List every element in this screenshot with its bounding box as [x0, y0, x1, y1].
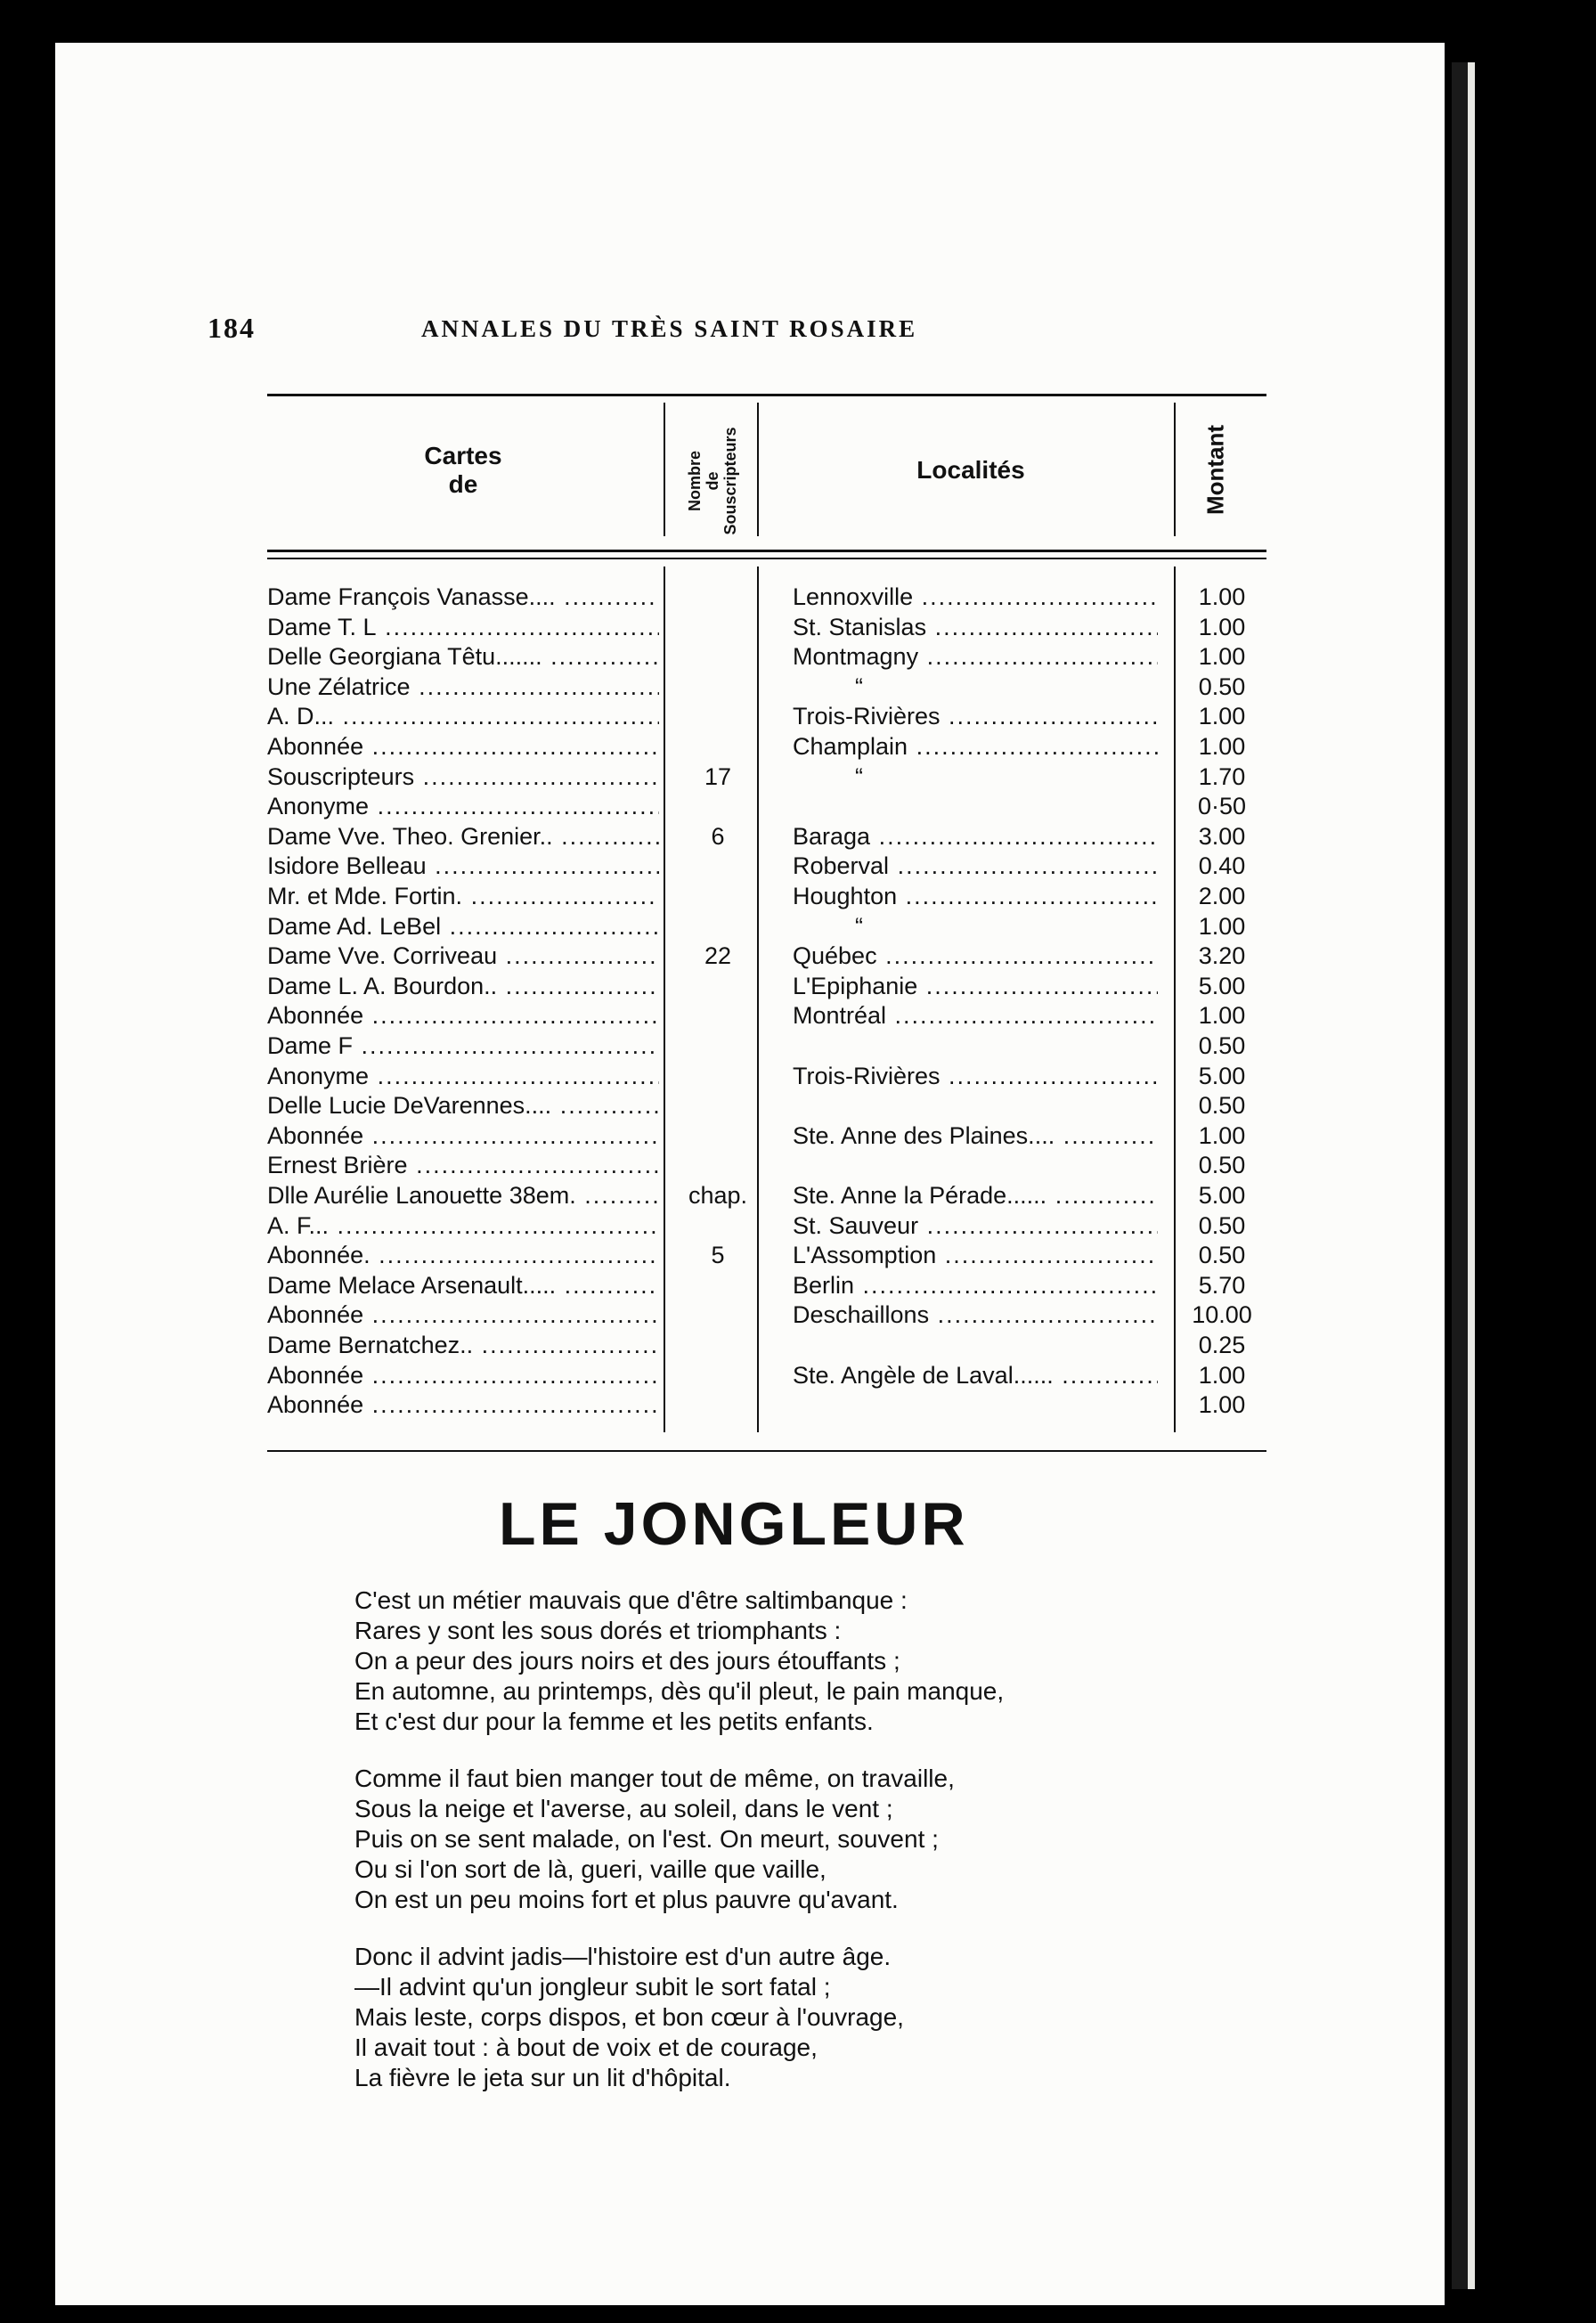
- amount: 10.00: [1192, 1301, 1252, 1329]
- poem-line: Puis on se sent malade, on l'est. On meurt, souvent ;: [354, 1825, 939, 1853]
- amount: 3.00: [1198, 822, 1246, 850]
- amount: 5.70: [1198, 1271, 1246, 1299]
- contributor-name: Dame Bernatchez.. .....: [267, 1332, 659, 1359]
- table-row: [267, 1032, 1274, 1062]
- locality: Berlin .....: [793, 1272, 1158, 1300]
- table-row: [267, 1391, 1274, 1421]
- poem-line: Mais leste, corps dispos, et bon cœur à l'ouvrage,: [354, 2003, 904, 2031]
- locality: “: [855, 672, 863, 700]
- poem-line: C'est un métier mauvais que d'être saltimbanque :: [354, 1586, 908, 1614]
- contributor-name: Abonnée .....: [267, 1122, 659, 1150]
- table-row: [267, 883, 1274, 912]
- contributor-name: Abonnée .....: [267, 1391, 659, 1419]
- amount: 0.50: [1198, 1152, 1246, 1179]
- amount: 1.00: [1198, 1391, 1246, 1419]
- table-row: [267, 1272, 1274, 1301]
- table-row: [267, 1242, 1274, 1271]
- table-row: [267, 1301, 1274, 1331]
- subscriber-count: 6: [711, 822, 725, 850]
- poem-stanza: [354, 1585, 1004, 1737]
- locality: Montmagny .....: [793, 643, 1158, 671]
- table-row: [267, 1092, 1274, 1121]
- contributor-name: Mr. et Mde. Fortin. .....: [267, 883, 659, 910]
- contributor-name: Abonnée. .....: [267, 1242, 659, 1269]
- table-row: [267, 614, 1274, 643]
- amount: 1.00: [1198, 1121, 1246, 1149]
- locality: St. Sauveur .....: [793, 1212, 1158, 1240]
- contributor-name: Une Zélatrice .....: [267, 673, 659, 701]
- header-nombre: Nombre de Souscripteurs: [686, 427, 739, 535]
- header-bottom-rule: [267, 550, 1266, 552]
- header-montant: Montant: [1201, 424, 1229, 516]
- amount: 5.00: [1198, 972, 1246, 999]
- table-row: [267, 703, 1274, 732]
- facing-page-edge: [1468, 62, 1475, 2289]
- table-row: [267, 793, 1274, 822]
- poem-body: [354, 1585, 1004, 2120]
- table-row: [267, 1152, 1274, 1181]
- contributor-name: Abonnée .....: [267, 1301, 659, 1329]
- contributor-name: Isidore Belleau .....: [267, 852, 659, 880]
- table-row: [267, 942, 1274, 972]
- amount: 3.20: [1198, 942, 1246, 970]
- amount: 1.70: [1198, 762, 1246, 790]
- subscriber-count: 5: [711, 1242, 725, 1269]
- contributor-name: Souscripteurs .....: [267, 763, 659, 791]
- amount: 1.00: [1198, 643, 1246, 671]
- table-bottom-rule: [267, 1450, 1266, 1452]
- poem-line: La fièvre le jeta sur un lit d'hôpital.: [354, 2064, 731, 2091]
- contributor-name: Dame T. L .....: [267, 614, 659, 641]
- contributor-name: Dame Vve. Corriveau .....: [267, 942, 659, 970]
- locality: St. Stanislas .....: [793, 614, 1158, 641]
- amount: 1.00: [1198, 1361, 1246, 1389]
- table-row: [267, 1122, 1274, 1152]
- header-cartes: Cartes de: [424, 442, 502, 498]
- poem-line: On a peur des jours noirs et des jours étouffants ;: [354, 1647, 900, 1675]
- contributor-name: Delle Lucie DeVarennes.... .....: [267, 1092, 659, 1120]
- table-row: [267, 1362, 1274, 1391]
- poem-line: Rares y sont les sous dorés et triomphants :: [354, 1617, 842, 1644]
- poem-stanza: [354, 1764, 1004, 1915]
- poem-line: Comme il faut bien manger tout de même, on travaille,: [354, 1765, 955, 1792]
- amount: 0.50: [1198, 1242, 1246, 1269]
- locality: Deschaillons .....: [793, 1301, 1158, 1329]
- table-row: [267, 1002, 1274, 1031]
- contributor-name: Dame Melace Arsenault..... .....: [267, 1272, 659, 1300]
- amount: 1.00: [1198, 703, 1246, 730]
- header-localites: Localités: [916, 456, 1025, 484]
- locality: Trois-Rivières .....: [793, 703, 1158, 730]
- locality: “: [855, 912, 863, 940]
- amount: 1.00: [1198, 613, 1246, 640]
- amount: 1.00: [1198, 912, 1246, 940]
- contributor-name: A. D... .....: [267, 703, 659, 730]
- amount: 5.00: [1198, 1182, 1246, 1209]
- table-row: [267, 973, 1274, 1002]
- contributor-name: Abonnée .....: [267, 1002, 659, 1030]
- contributor-name: Dame François Vanasse.... .....: [267, 583, 659, 611]
- table-row: [267, 673, 1274, 703]
- table-row: [267, 913, 1274, 942]
- locality: Roberval .....: [793, 852, 1158, 880]
- contributor-name: Anonyme .....: [267, 1063, 659, 1090]
- subscriber-count: 17: [704, 762, 732, 790]
- table-row: [267, 643, 1274, 672]
- running-title: ANNALES DU TRÈS SAINT ROSAIRE: [421, 315, 918, 342]
- table-row: [267, 733, 1274, 762]
- locality: Québec .....: [793, 942, 1158, 970]
- locality: Houghton .....: [793, 883, 1158, 910]
- locality: L'Assomption .....: [793, 1242, 1158, 1269]
- locality: Ste. Anne des Plaines.... .....: [793, 1122, 1158, 1150]
- amount: 2.00: [1198, 883, 1246, 909]
- amount: 1.00: [1198, 1002, 1246, 1030]
- poem-line: On est un peu moins fort et plus pauvre qu'avant.: [354, 1886, 899, 1913]
- amount: 0.50: [1198, 672, 1246, 700]
- locality: Montréal .....: [793, 1002, 1158, 1030]
- contributor-name: Delle Georgiana Têtu....... .....: [267, 643, 659, 671]
- table-row: [267, 1063, 1274, 1092]
- poem-line: Ou si l'on sort de là, gueri, vaille que vaille,: [354, 1855, 826, 1883]
- locality: Trois-Rivières .....: [793, 1063, 1158, 1090]
- amount: 0·50: [1197, 793, 1247, 820]
- contributor-name: Abonnée .....: [267, 1362, 659, 1390]
- table-row: [267, 1332, 1274, 1361]
- book-spine-shadow: [1452, 62, 1468, 2289]
- column-divider: [1174, 403, 1176, 536]
- contributor-name: Dlle Aurélie Lanouette 38em. .....: [267, 1182, 659, 1210]
- table-row: [267, 1212, 1274, 1242]
- subscriber-count: 22: [704, 942, 732, 970]
- amount: 1.00: [1198, 733, 1246, 760]
- contributor-name: Anonyme .....: [267, 793, 659, 820]
- column-divider: [757, 403, 759, 536]
- table-row: [267, 852, 1274, 882]
- amount: 0.25: [1198, 1332, 1246, 1358]
- contributor-name: Dame Ad. LeBel .....: [267, 913, 659, 941]
- locality: Ste. Anne la Pérade...... .....: [793, 1182, 1158, 1210]
- contributor-name: Dame Vve. Theo. Grenier.. .....: [267, 823, 659, 851]
- page-header: [208, 312, 1267, 347]
- poem-line: Sous la neige et l'averse, au soleil, dans le vent ;: [354, 1795, 893, 1822]
- contributor-name: Ernest Brière .....: [267, 1152, 659, 1179]
- locality: Baraga .....: [793, 823, 1158, 851]
- subscriber-count: chap.: [688, 1182, 748, 1209]
- amount: 1.00: [1198, 583, 1246, 610]
- header-bottom-rule-2: [267, 558, 1266, 559]
- poem-title: LE JONGLEUR: [499, 1490, 969, 1558]
- locality: “: [855, 762, 863, 790]
- amount: 5.00: [1198, 1062, 1246, 1089]
- amount: 0.50: [1198, 1092, 1246, 1120]
- poem-line: Donc il advint jadis—l'histoire est d'un autre âge.: [354, 1943, 892, 1970]
- locality: Champlain .....: [793, 733, 1158, 761]
- column-divider: [664, 403, 665, 536]
- poem-stanza: [354, 1942, 1004, 2093]
- locality: Lennoxville .....: [793, 583, 1158, 611]
- contributor-name: Dame L. A. Bourdon.. .....: [267, 973, 659, 1000]
- poem-line: En automne, au printemps, dès qu'il pleut, le pain manque,: [354, 1677, 1005, 1705]
- poem-line: Il avait tout : à bout de voix et de courage,: [354, 2034, 818, 2061]
- table-row: [267, 1182, 1274, 1211]
- contributor-name: A. F... .....: [267, 1212, 659, 1240]
- locality: Ste. Angèle de Laval...... .....: [793, 1362, 1158, 1390]
- table-row: [267, 763, 1274, 793]
- table-row: [267, 823, 1274, 852]
- poem-line: Et c'est dur pour la femme et les petits enfants.: [354, 1708, 874, 1735]
- amount: 0.50: [1198, 1211, 1246, 1239]
- contributor-name: Dame F .....: [267, 1032, 659, 1060]
- contributor-name: Abonnée .....: [267, 733, 659, 761]
- page-number: 184: [208, 312, 256, 344]
- poem-line: —Il advint qu'un jongleur subit le sort fatal ;: [354, 1973, 831, 2001]
- locality: L'Epiphanie .....: [793, 973, 1158, 1000]
- amount: 0.50: [1198, 1032, 1246, 1059]
- table-top-rule: [267, 394, 1266, 396]
- amount: 0.40: [1198, 852, 1246, 880]
- table-row: [267, 583, 1274, 613]
